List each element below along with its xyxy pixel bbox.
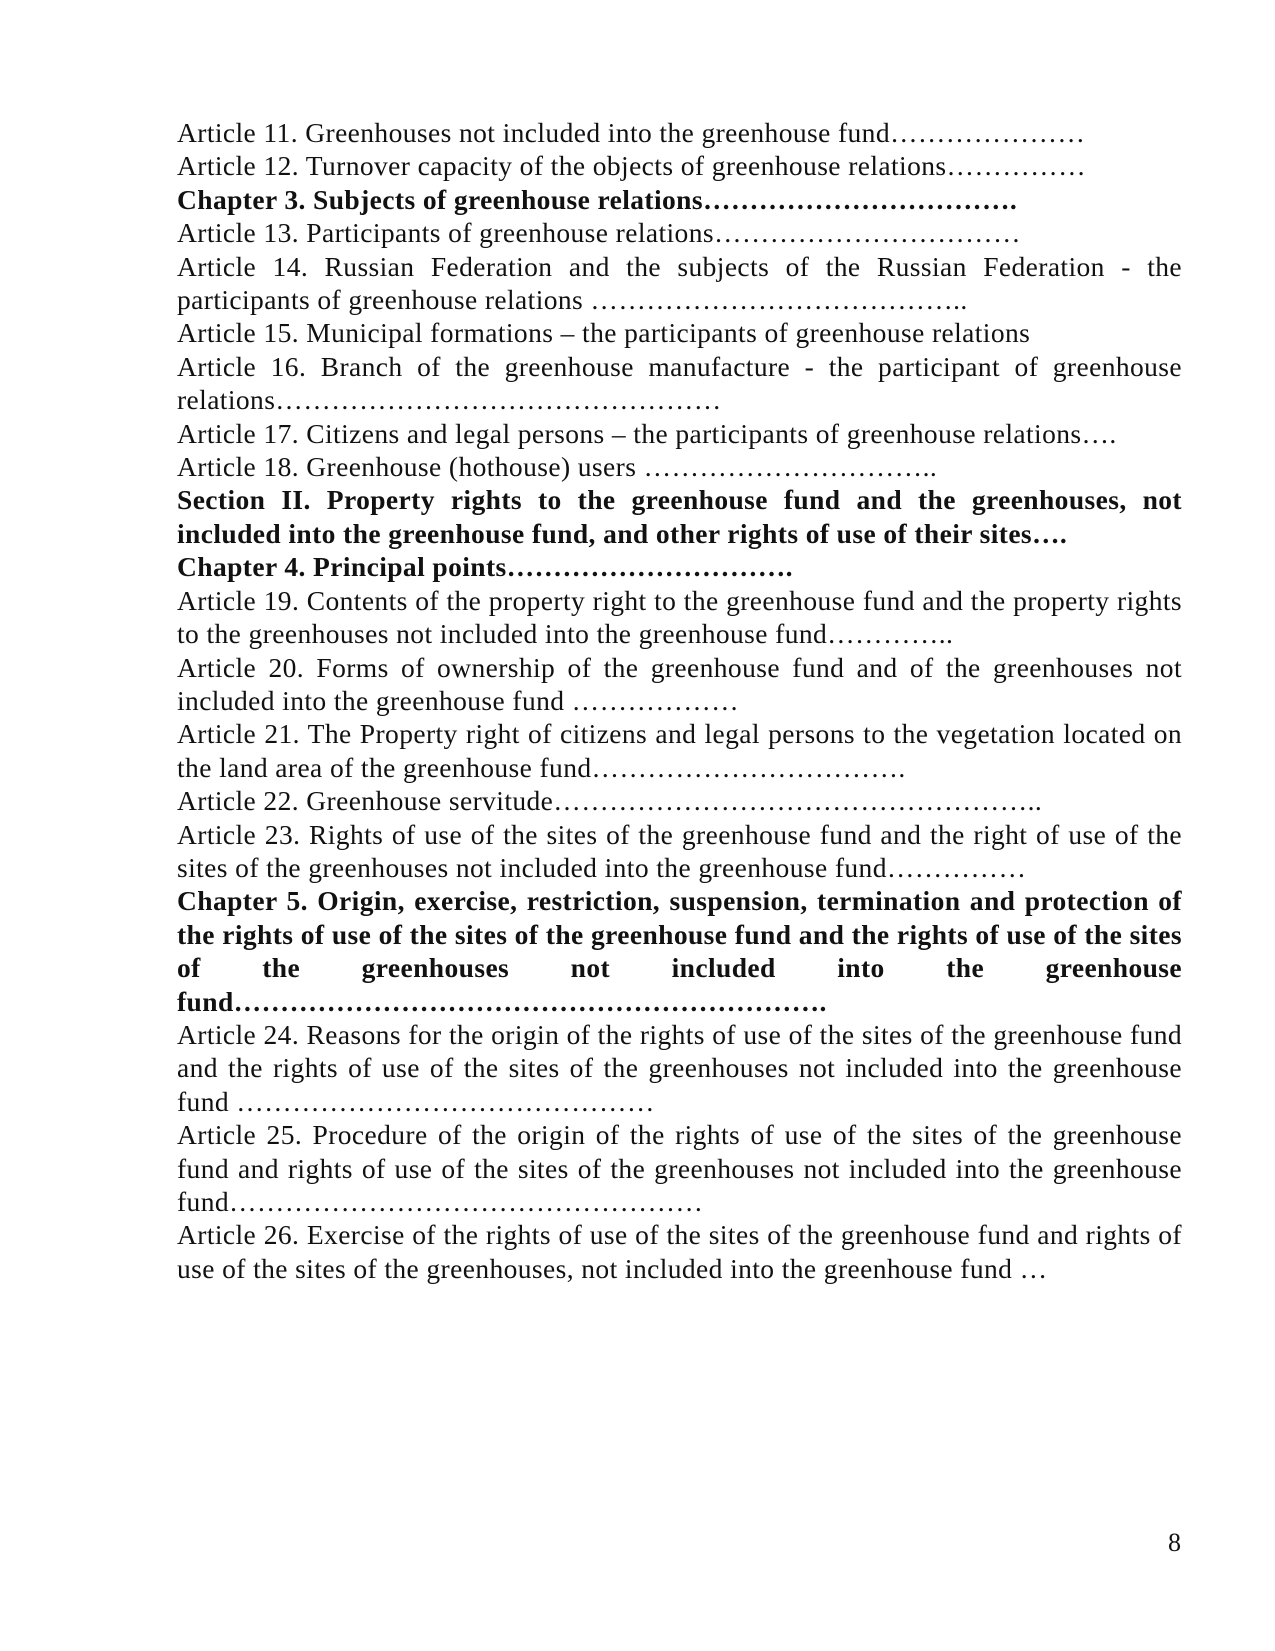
toc-entry-article-16: Article 16. Branch of the greenhouse manufacture - the participant of greenhouse relations………………………………………… bbox=[177, 350, 1182, 416]
toc-entry-article-20: Article 20. Forms of ownership of the greenhouse fund and of the greenhouses not included into the greenhouse fund ……………… bbox=[177, 651, 1182, 716]
toc-heading-chapter-4: Chapter 4. Principal points…………………………. bbox=[177, 551, 793, 583]
toc-entry-article-17: Article 17. Citizens and legal persons – the participants of greenhouse relations…. bbox=[177, 417, 1117, 449]
toc-entry-article-18: Article 18. Greenhouse (hothouse) users ………………………….. bbox=[177, 451, 938, 483]
toc-entry-article-13: Article 13. Participants of greenhouse relations…………………………… bbox=[177, 217, 1021, 249]
toc-entry-article-22: Article 22. Greenhouse servitude…………………………………………….. bbox=[177, 785, 1043, 817]
toc-entry-article-19: Article 19. Contents of the property right to the greenhouse fund and the property rights to the greenhouses not included into the greenhouse fund………….. bbox=[177, 584, 1182, 650]
toc-entry-article-23: Article 23. Rights of use of the sites of the greenhouse fund and the right of use of the sites of the greenhouses not included into the greenhouse fund…………… bbox=[177, 818, 1182, 883]
toc-entry-article-14: Article 14. Russian Federation and the subjects of the Russian Federation - the participants of greenhouse relations ………………………………….. bbox=[177, 250, 1182, 316]
toc-heading-section-2: Section II. Property rights to the greenhouse fund and the greenhouses, not included into the greenhouse fund, and other rights of use of their sites…. bbox=[177, 484, 1182, 549]
table-of-contents bbox=[177, 116, 1182, 1285]
toc-entry-article-21: Article 21. The Property right of citizens and legal persons to the vegetation located on the land area of the greenhouse fund……………………………. bbox=[177, 718, 1182, 783]
toc-entry-article-12: Article 12. Turnover capacity of the objects of greenhouse relations…………… bbox=[177, 150, 1086, 182]
page-number: 8 bbox=[1168, 1528, 1181, 1557]
toc-heading-chapter-5: Chapter 5. Origin, exercise, restriction, suspension, termination and protection of the rights of use of the sites of the greenhouse fund and the rights of use of the sites of the greenhouses not included into the greenhouse fund………………………………………………………. bbox=[177, 885, 1182, 1017]
toc-entry-article-25: Article 25. Procedure of the origin of the rights of use of the sites of the greenhouse fund and rights of use of the sites of the greenhouses not included into the greenhouse fund…………………………………………… bbox=[177, 1119, 1182, 1217]
toc-entry-article-24: Article 24. Reasons for the origin of the rights of use of the sites of the greenhouse fund and the rights of use of the sites of the greenhouses not included into the greenhouse fund ……………………………………… bbox=[177, 1018, 1182, 1117]
toc-entry-article-26: Article 26. Exercise of the rights of use of the sites of the greenhouse fund and rights of use of the sites of the greenhouses, not included into the greenhouse fund … bbox=[177, 1219, 1182, 1284]
toc-heading-chapter-3: Chapter 3. Subjects of greenhouse relations……………………………. bbox=[177, 183, 1018, 215]
toc-entry-article-11: Article 11. Greenhouses not included into the greenhouse fund………………… bbox=[177, 117, 1086, 148]
toc-entry-article-15: Article 15. Municipal formations – the participants of greenhouse relations bbox=[177, 317, 1031, 349]
